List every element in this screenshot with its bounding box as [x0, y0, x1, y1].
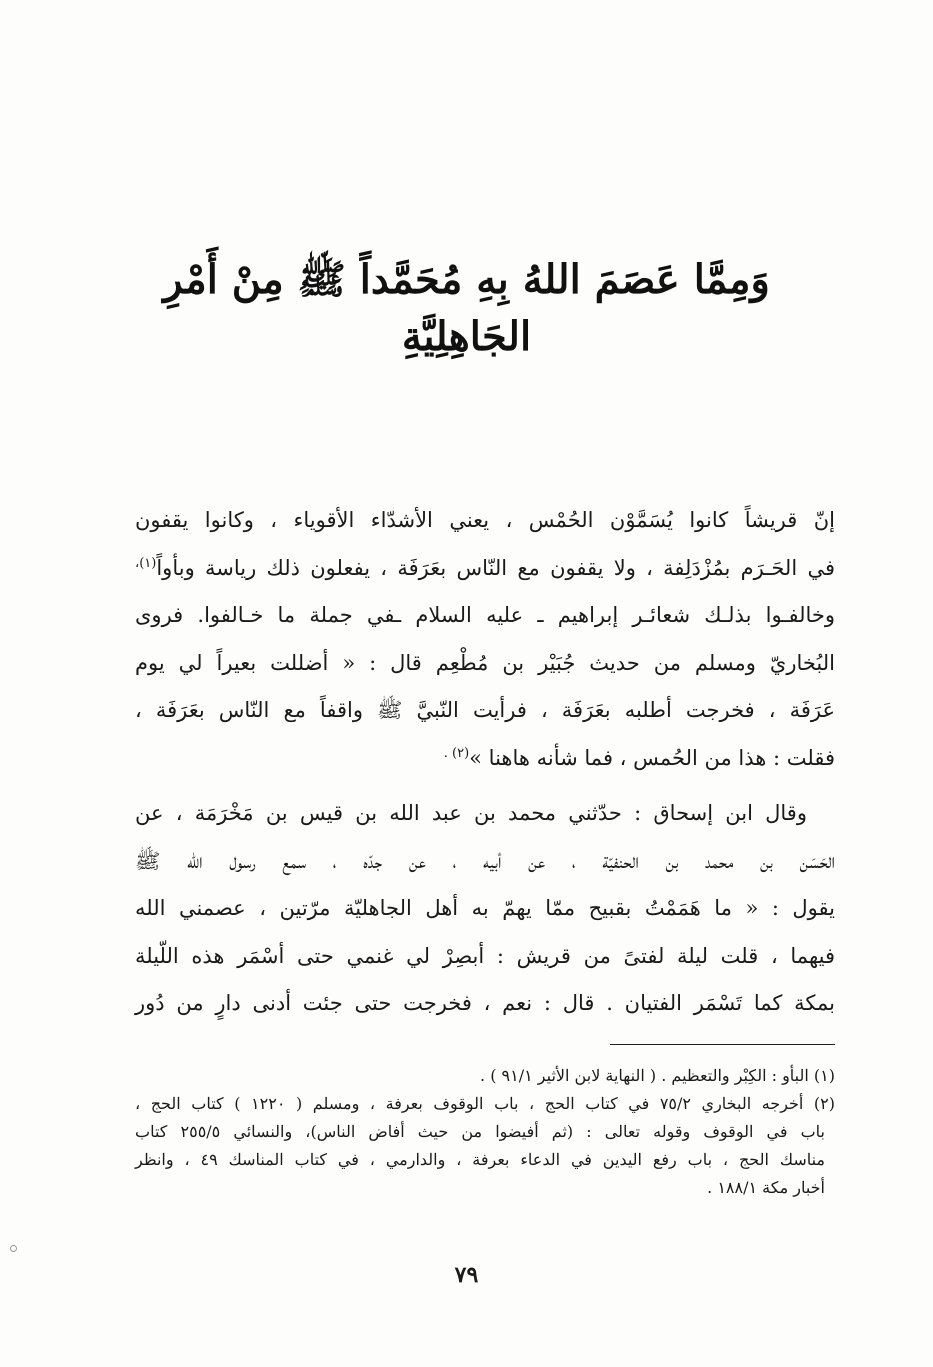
chapter-title: وَمِمَّا عَصَمَ اللهُ بِهِ مُحَمَّداً ﷺ مِنْ أَمْرِ الجَاهِلِيَّةِ	[163, 256, 770, 360]
text-line: البُخاريّ ومسلم من حديث جُبَيْر بن مُطْعِم قال : « أضللت بعيراً لي يوم	[135, 650, 835, 675]
text-line: وقال ابن إسحاق : حدّثني محمد بن عبد الله بن قيس بن مَخْرَمَة ، عن	[135, 801, 807, 825]
footnote-2-cont: مناسك الحج ، باب رفع اليدين في الدعاء بعرفة ، والدارمي ، في كتاب المناسك ٤٩ ، وانظر	[135, 1150, 825, 1169]
text-line: وخالفـوا بذلـك شعائـر إبراهيم ـ عليه السلام ـفي جملة ما خـالفوا. فروى	[135, 603, 835, 628]
text-line: يقول : « ما هَمَمْتُ بقبيح ممّا يهمّ به أهل الجاهليّة مرّتين ، عصمني الله	[135, 896, 835, 921]
footnote-mark: (١)،	[135, 555, 157, 571]
footnote-2: (٢) أخرجه البخاري ٧٥/٢ في كتاب الحج ، باب الوقوف بعرفة ، ومسلم ( ١٢٢٠ ) كتاب الحج ،	[135, 1094, 836, 1113]
footnote-2-cont: أخبار مكة ١٨٨/١ .	[707, 1178, 825, 1197]
footnotes	[135, 1062, 835, 1202]
text-line: فقلت : هذا من الحُمس ، فما شأنه هاهنا »$^{(٢) .}$	[443, 745, 835, 770]
text-line: في الحَـرَم بمُزْدَلِفة ، ولا يقفون مع النّاس بعَرَفَة ، يفعلون ذلك رياسة وبأواً$^{(١)،}$	[135, 555, 835, 580]
footnote-2-cont: باب في الوقوف وقوله تعالى : (ثم أفيضوا من حيث أفاض الناس)، والنسائي ٢٥٥/٥ كتاب	[135, 1122, 826, 1141]
footnote-1: (١) البأو : الكِبْر والتعظيم . ( النهاية لابن الأثير ٩١/١ ) .	[480, 1066, 835, 1085]
text-line: عَرَفَة ، فخرجت أطلبه بعَرَفَة ، فرأيت النّبيَّ ﷺ واقفاً مع النّاس بعَرَفَة ،	[135, 698, 835, 723]
footnote-separator	[610, 1044, 835, 1045]
footnote-mark: (٢) .	[443, 745, 470, 761]
scan-artifact	[10, 1245, 17, 1252]
text-line: إنّ قريشاً كانوا يُسَمَّوْن الحُمْس ، يعني الأشدّاء الأقوياء ، وكانوا يقفون	[135, 508, 835, 532]
text-line: فيهما ، قلت ليلة لفتىً من قريش : أبصِرْ لي غنمي حتى أسْمَر هذه اللّيلة	[135, 943, 835, 968]
page-number: ٧٩	[454, 1262, 479, 1288]
paragraph-2	[135, 790, 835, 1028]
text-line: الحَسَن بن محمد بن الحنفيّة ، عن أبيه ، عن جدّه ، سمع رسول الله ﷺ	[135, 848, 835, 873]
text-line: بمكة كما تَسْمَر الفتيان . قال : نعم ، فخرجت حتى جئت أدنى دارٍ من دُور	[135, 991, 835, 1016]
paragraph-1	[135, 497, 835, 783]
